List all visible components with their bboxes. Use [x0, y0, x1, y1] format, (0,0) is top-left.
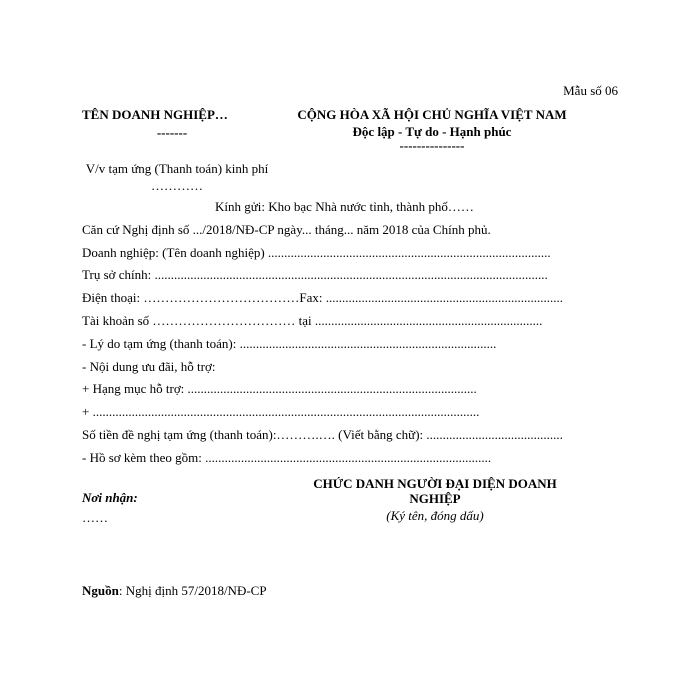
additional-item-field: + ....................................................................................................................... [82, 404, 480, 419]
phone-fax-field: Điện thoại: ………………………………Fax: ......................................................................... [82, 290, 563, 305]
recipients-list: …… [82, 510, 108, 525]
source-line [82, 583, 267, 599]
subject-line: V/v tạm ứng (Thanh toán) kinh phí ………… [85, 161, 269, 193]
source-text: : Nghị định 57/2018/NĐ-CP [118, 583, 267, 598]
form-number: Mẫu số 06 [563, 83, 618, 98]
recipients-label: Nơi nhận: [82, 490, 138, 505]
company-divider: ------- [156, 125, 188, 140]
company-header [82, 107, 262, 141]
national-header [262, 107, 602, 154]
office-field: Trụ sở chính: ......................................................................................................................... [82, 267, 548, 282]
national-motto: Độc lập - Tự do - Hạnh phúc [352, 124, 512, 139]
source-label: Nguồn [82, 583, 119, 598]
support-item-field: + Hạng mục hỗ trợ: ......................................................................................... [82, 381, 477, 396]
signature-block [300, 476, 570, 524]
signature-note: (Ký tên, đóng dấu) [386, 508, 484, 523]
signature-title: CHỨC DANH NGƯỜI ĐẠI DIỆN DOANH NGHIỆP [313, 476, 557, 506]
legal-basis-line: Căn cứ Nghị định số .../2018/NĐ-CP ngày... tháng... năm 2018 của Chính phủ. [82, 222, 491, 237]
content-field: - Nội dung ưu đãi, hỗ trợ: [82, 359, 216, 374]
company-name: TÊN DOANH NGHIỆP… [82, 107, 228, 122]
account-field: Tài khoản số …………………………… tại ...................................................................... [82, 313, 543, 328]
attached-docs-field: - Hồ sơ kèm theo gồm: ........................................................................................ [82, 450, 492, 465]
recipient-line: Kính gửi: Kho bạc Nhà nước tỉnh, thành phố…… [215, 199, 474, 214]
reason-field: - Lý do tạm ứng (thanh toán): ............................................................................... [82, 336, 497, 351]
company-field: Doanh nghiệp: (Tên doanh nghiệp) ....................................................................................... [82, 245, 551, 260]
national-divider: --------------- [399, 138, 465, 153]
national-title: CỘNG HÒA XÃ HỘI CHỦ NGHĨA VIỆT NAM [297, 107, 567, 122]
amount-field: Số tiền đề nghị tạm ứng (thanh toán):……….…. (Viết bằng chữ): .......................................... [82, 427, 563, 442]
